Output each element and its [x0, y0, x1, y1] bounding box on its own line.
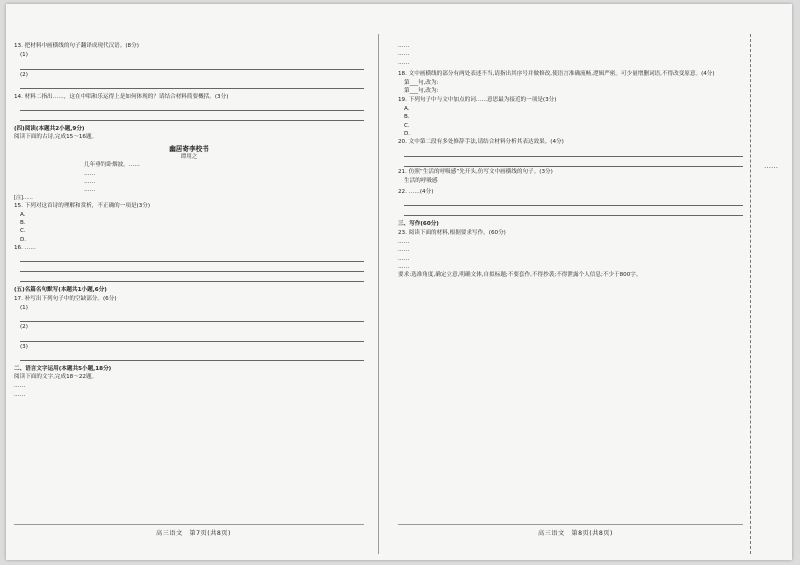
q13-1: (1) — [20, 52, 28, 59]
q19-option-c: C. — [404, 122, 410, 129]
q19-option-d: D. — [404, 130, 411, 137]
q16-stem: 16. …… — [14, 245, 36, 252]
q18-stem: 18. 文中画横线的部分有两处表述不当,请指出其序号并做修改,使语言准确流畅,逻辑严密。可少量增删词语,不得改变原意。(4分) — [398, 70, 715, 77]
footer-rule — [14, 524, 364, 525]
q19-stem: 19. 下列句子中与文中加点的词……意思最为接近的一项是(3分) — [398, 96, 557, 103]
q20-stem: 20. 文中第二段有多处修辞手法,请结合材料分析其表达效果。(4分) — [398, 139, 564, 146]
q13-2: (2) — [20, 71, 28, 78]
q17-3: (3) — [20, 343, 28, 350]
q23-stem: 23. 阅读下面的材料,根据要求写作。(60分) — [398, 229, 506, 236]
answer-line[interactable] — [404, 207, 743, 216]
page-footer: 高三语文 第7页(共8页) — [156, 530, 231, 537]
answer-line[interactable] — [20, 263, 364, 272]
answer-line[interactable] — [20, 61, 364, 70]
exam-sheet — [6, 4, 792, 560]
q15-option-a: A. — [20, 211, 26, 218]
writing-paragraph: …… — [398, 247, 410, 254]
poem-line: 几年垂钓卧烟波，…… — [84, 162, 140, 169]
answer-line[interactable] — [20, 253, 364, 262]
q18-answer-1[interactable]: 第___句,改为: — [404, 80, 439, 87]
writing-requirements: 要求:选准角度,确定立意,明确文体,自拟标题;不要套作,不得抄袭;不得泄露个人信息;不少于800字。 — [398, 272, 642, 279]
q18-answer-2[interactable]: 第___句,改为: — [404, 88, 439, 95]
poem-title: 幽居寄李校书 — [169, 144, 209, 153]
footer-rule — [398, 524, 743, 525]
q14-stem: 14. 材料二指出……，这在中唱和乐运得上是如何体现的？请结合材料简要概括。(3分) — [14, 93, 229, 100]
writing-paragraph: …… — [398, 239, 410, 246]
section-poem: (四)阅读(本题共2小题,9分) — [14, 126, 85, 133]
q15-option-b: B. — [20, 220, 26, 227]
q21-stem: 21. 仿照“生活的呼吸感”先开头,仿写文中画横线的句子。(3分) — [398, 168, 553, 175]
reading-paragraph: …… — [14, 391, 26, 398]
q21-prompt[interactable]: 生活的呼吸感 — [404, 177, 438, 184]
q17-1: (1) — [20, 304, 28, 311]
binding-text: …… — [764, 162, 778, 170]
answer-line[interactable] — [404, 148, 743, 157]
answer-line[interactable] — [20, 273, 364, 282]
section-language: 二、语言文字运用(本题共5小题,18分) — [14, 365, 112, 372]
answer-line[interactable] — [404, 197, 743, 206]
answer-line[interactable] — [20, 102, 364, 111]
q13-stem: 13. 把材料中画横线的句子翻译成现代汉语。(8分) — [14, 43, 139, 49]
q19-option-a: A. — [404, 106, 410, 113]
page-footer: 高三语文 第8页(共8页) — [538, 530, 613, 537]
answer-line[interactable] — [20, 313, 364, 322]
section-language-sub: 阅读下面的文字,完成18～22题。 — [14, 374, 98, 381]
reading-paragraph: …… — [398, 59, 410, 66]
section-writing: 三、写作(60分) — [398, 221, 439, 228]
q17-stem: 17. 补写出下列句子中的空缺部分。(6分) — [14, 295, 117, 302]
reading-paragraph: …… — [14, 383, 26, 390]
right-column — [398, 42, 743, 281]
answer-line[interactable] — [20, 352, 364, 361]
binding-line — [750, 34, 752, 554]
answer-line[interactable] — [20, 80, 364, 89]
column-divider — [378, 34, 379, 554]
reading-paragraph: …… — [398, 43, 410, 49]
poem-line: …… — [84, 178, 96, 185]
q17-2: (2) — [20, 324, 28, 331]
q15-option-d: D. — [20, 236, 27, 243]
writing-paragraph: …… — [398, 263, 410, 270]
poem-author: 谭用之 — [180, 154, 198, 161]
answer-line[interactable] — [404, 158, 743, 167]
q19-option-b: B. — [404, 114, 410, 121]
q22-stem: 22. ……(4分) — [398, 189, 434, 196]
writing-paragraph: …… — [398, 255, 410, 262]
answer-line[interactable] — [20, 333, 364, 342]
reading-paragraph: …… — [398, 51, 410, 58]
section-mingju: (五)名篇名句默写(本题共1小题,6分) — [14, 287, 107, 294]
poem-line: …… — [84, 187, 96, 194]
q15-stem: 15. 下列对这首诗的理解和赏析，不正确的一项是(3分) — [14, 202, 151, 209]
section-poem-sub: 阅读下面的古诗,完成15～16题。 — [14, 134, 98, 141]
left-column — [14, 42, 364, 399]
poem-line: …… — [84, 170, 96, 177]
poem-note: [注]…… — [14, 194, 33, 201]
answer-line[interactable] — [20, 112, 364, 121]
q15-option-c: C. — [20, 228, 26, 235]
